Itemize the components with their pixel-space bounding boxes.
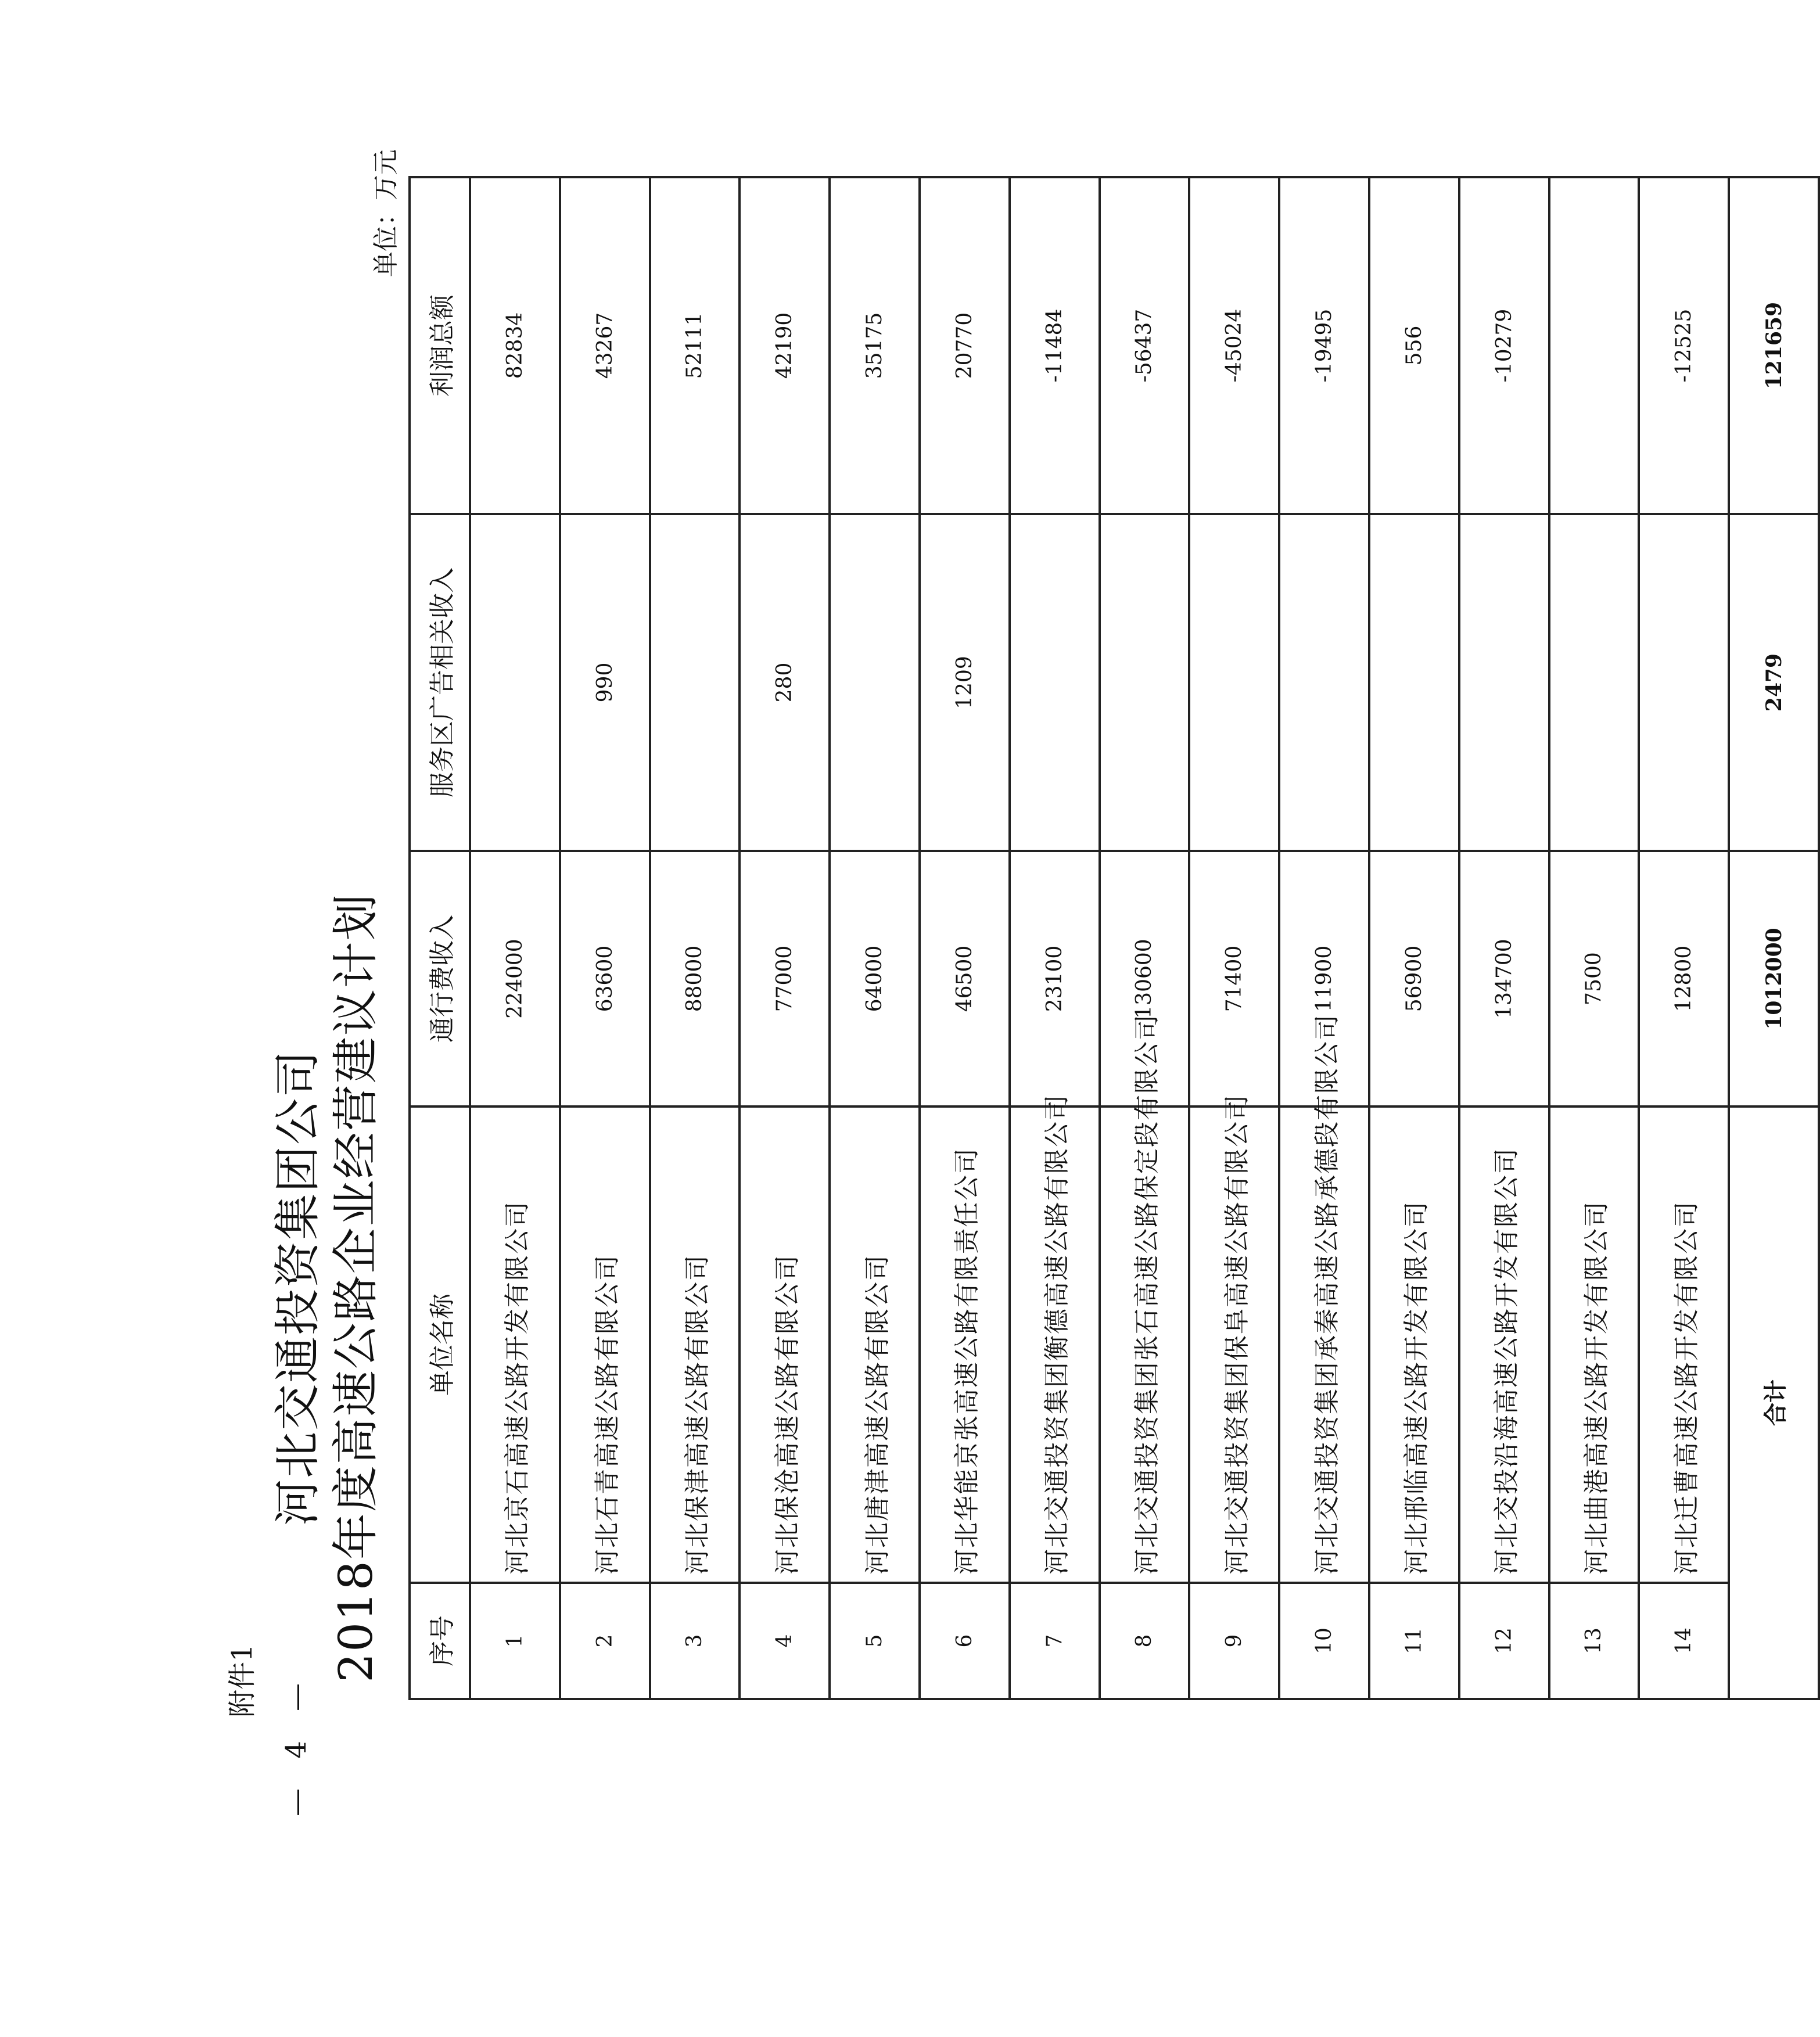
table-row: [1100, 177, 1190, 1699]
cell-profit: -45024: [1189, 177, 1279, 514]
cell-name: 河北曲港高速公路开发有限公司: [1549, 1106, 1639, 1583]
cell-ad: [650, 514, 740, 851]
cell-toll: 23100: [1010, 851, 1100, 1106]
cell-profit: -10279: [1459, 177, 1549, 514]
table-row: [1369, 177, 1459, 1699]
cell-name: 河北石青高速公路有限公司: [560, 1106, 650, 1583]
cell-profit: 20770: [920, 177, 1010, 514]
cell-profit: 52111: [650, 177, 740, 514]
cell-profit: -11484: [1010, 177, 1100, 514]
table-row: [560, 177, 650, 1699]
attachment-label: 附件1: [226, 1644, 259, 1718]
cell-seq: 14: [1639, 1583, 1729, 1699]
cell-seq: 12: [1459, 1583, 1549, 1699]
cell-name: 河北邢临高速公路开发有限公司: [1369, 1106, 1459, 1583]
cell-seq: 13: [1549, 1583, 1639, 1699]
header-seq: 序号: [410, 1583, 470, 1699]
cell-seq: 1: [470, 1583, 560, 1699]
cell-toll: 224000: [470, 851, 560, 1106]
document-title-line1: 河北交通投资集团公司: [271, 1050, 325, 1526]
cell-name: 河北保津高速公路有限公司: [650, 1106, 740, 1583]
cell-seq: 2: [560, 1583, 650, 1699]
cell-name: 河北迁曹高速公路开发有限公司: [1639, 1106, 1729, 1583]
total-ad: 2479: [1729, 514, 1819, 851]
cell-ad: 990: [560, 514, 650, 851]
cell-profit: 42190: [740, 177, 830, 514]
table-row: [1459, 177, 1549, 1699]
cell-seq: 10: [1279, 1583, 1369, 1699]
cell-seq: 9: [1189, 1583, 1279, 1699]
cell-ad: 280: [740, 514, 830, 851]
cell-ad: [830, 514, 920, 851]
cell-ad: [1189, 514, 1279, 851]
cell-profit: 82834: [470, 177, 560, 514]
table-row: [740, 177, 830, 1699]
cell-ad: [1369, 514, 1459, 851]
cell-seq: 7: [1010, 1583, 1100, 1699]
header-ad: 服务区广告相关收入: [410, 514, 470, 851]
cell-toll: 88000: [650, 851, 740, 1106]
header-toll: 通行费收入: [410, 851, 470, 1106]
cell-profit: -19495: [1279, 177, 1369, 514]
cell-toll: 63600: [560, 851, 650, 1106]
cell-name: 河北保沧高速公路有限公司: [740, 1106, 830, 1583]
table-row: [920, 177, 1010, 1699]
cell-name: 河北交通投资集团承秦高速公路承德段有限公司: [1279, 1106, 1369, 1583]
cell-ad: [1010, 514, 1100, 851]
table-header-row: [410, 177, 470, 1699]
total-toll: 1012000: [1729, 851, 1819, 1106]
page-number: — 4 —: [280, 1672, 313, 1816]
table-total-row: [1729, 177, 1819, 1699]
cell-toll: 11900: [1279, 851, 1369, 1106]
cell-name: 河北交通投资集团张石高速公路保定段有限公司: [1100, 1106, 1190, 1583]
cell-seq: 6: [920, 1583, 1010, 1699]
cell-ad: [1639, 514, 1729, 851]
cell-ad: [1549, 514, 1639, 851]
cell-ad: [1279, 514, 1369, 851]
cell-name: 河北交通投资集团保阜高速公路有限公司: [1189, 1106, 1279, 1583]
cell-profit: -12525: [1639, 177, 1729, 514]
cell-profit: [1549, 177, 1639, 514]
table-row: [830, 177, 920, 1699]
cell-toll: 130600: [1100, 851, 1190, 1106]
cell-name: 河北交投沿海高速公路开发有限公司: [1459, 1106, 1549, 1583]
cell-ad: [1100, 514, 1190, 851]
cell-name: 河北华能京张高速公路有限责任公司: [920, 1106, 1010, 1583]
cell-ad: 1209: [920, 514, 1010, 851]
cell-toll: 134700: [1459, 851, 1549, 1106]
cell-toll: 7500: [1549, 851, 1639, 1106]
cell-profit: -56437: [1100, 177, 1190, 514]
cell-name: 河北唐津高速公路有限公司: [830, 1106, 920, 1583]
cell-name: 河北京石高速公路开发有限公司: [470, 1106, 560, 1583]
table-row: [1279, 177, 1369, 1699]
cell-profit: 35175: [830, 177, 920, 514]
cell-toll: 71400: [1189, 851, 1279, 1106]
table-row: [1010, 177, 1100, 1699]
total-label: 合计: [1729, 1106, 1819, 1699]
cell-toll: 77000: [740, 851, 830, 1106]
cell-seq: 5: [830, 1583, 920, 1699]
cell-profit: 43267: [560, 177, 650, 514]
cell-toll: 64000: [830, 851, 920, 1106]
table-row: [1549, 177, 1639, 1699]
header-name: 单位名称: [410, 1106, 470, 1583]
cell-seq: 11: [1369, 1583, 1459, 1699]
unit-label: 单位：万元: [371, 149, 401, 277]
cell-seq: 3: [650, 1583, 740, 1699]
business-plan-table: [408, 176, 1820, 1700]
table-row: [650, 177, 740, 1699]
total-profit: 121659: [1729, 177, 1819, 514]
cell-toll: 46500: [920, 851, 1010, 1106]
table-row: [1639, 177, 1729, 1699]
cell-seq: 4: [740, 1583, 830, 1699]
cell-toll: 56900: [1369, 851, 1459, 1106]
cell-toll: 12800: [1639, 851, 1729, 1106]
cell-ad: [470, 514, 560, 851]
cell-profit: 556: [1369, 177, 1459, 514]
cell-seq: 8: [1100, 1583, 1190, 1699]
cell-ad: [1459, 514, 1549, 851]
header-profit: 利润总额: [410, 177, 470, 514]
table-body: [470, 177, 1819, 1699]
document-title-line2: 2018年度高速公路企业经营建议计划: [329, 893, 383, 1683]
cell-name: 河北交通投资集团衡德高速公路有限公司: [1010, 1106, 1100, 1583]
table-row: [470, 177, 560, 1699]
table-row: [1189, 177, 1279, 1699]
